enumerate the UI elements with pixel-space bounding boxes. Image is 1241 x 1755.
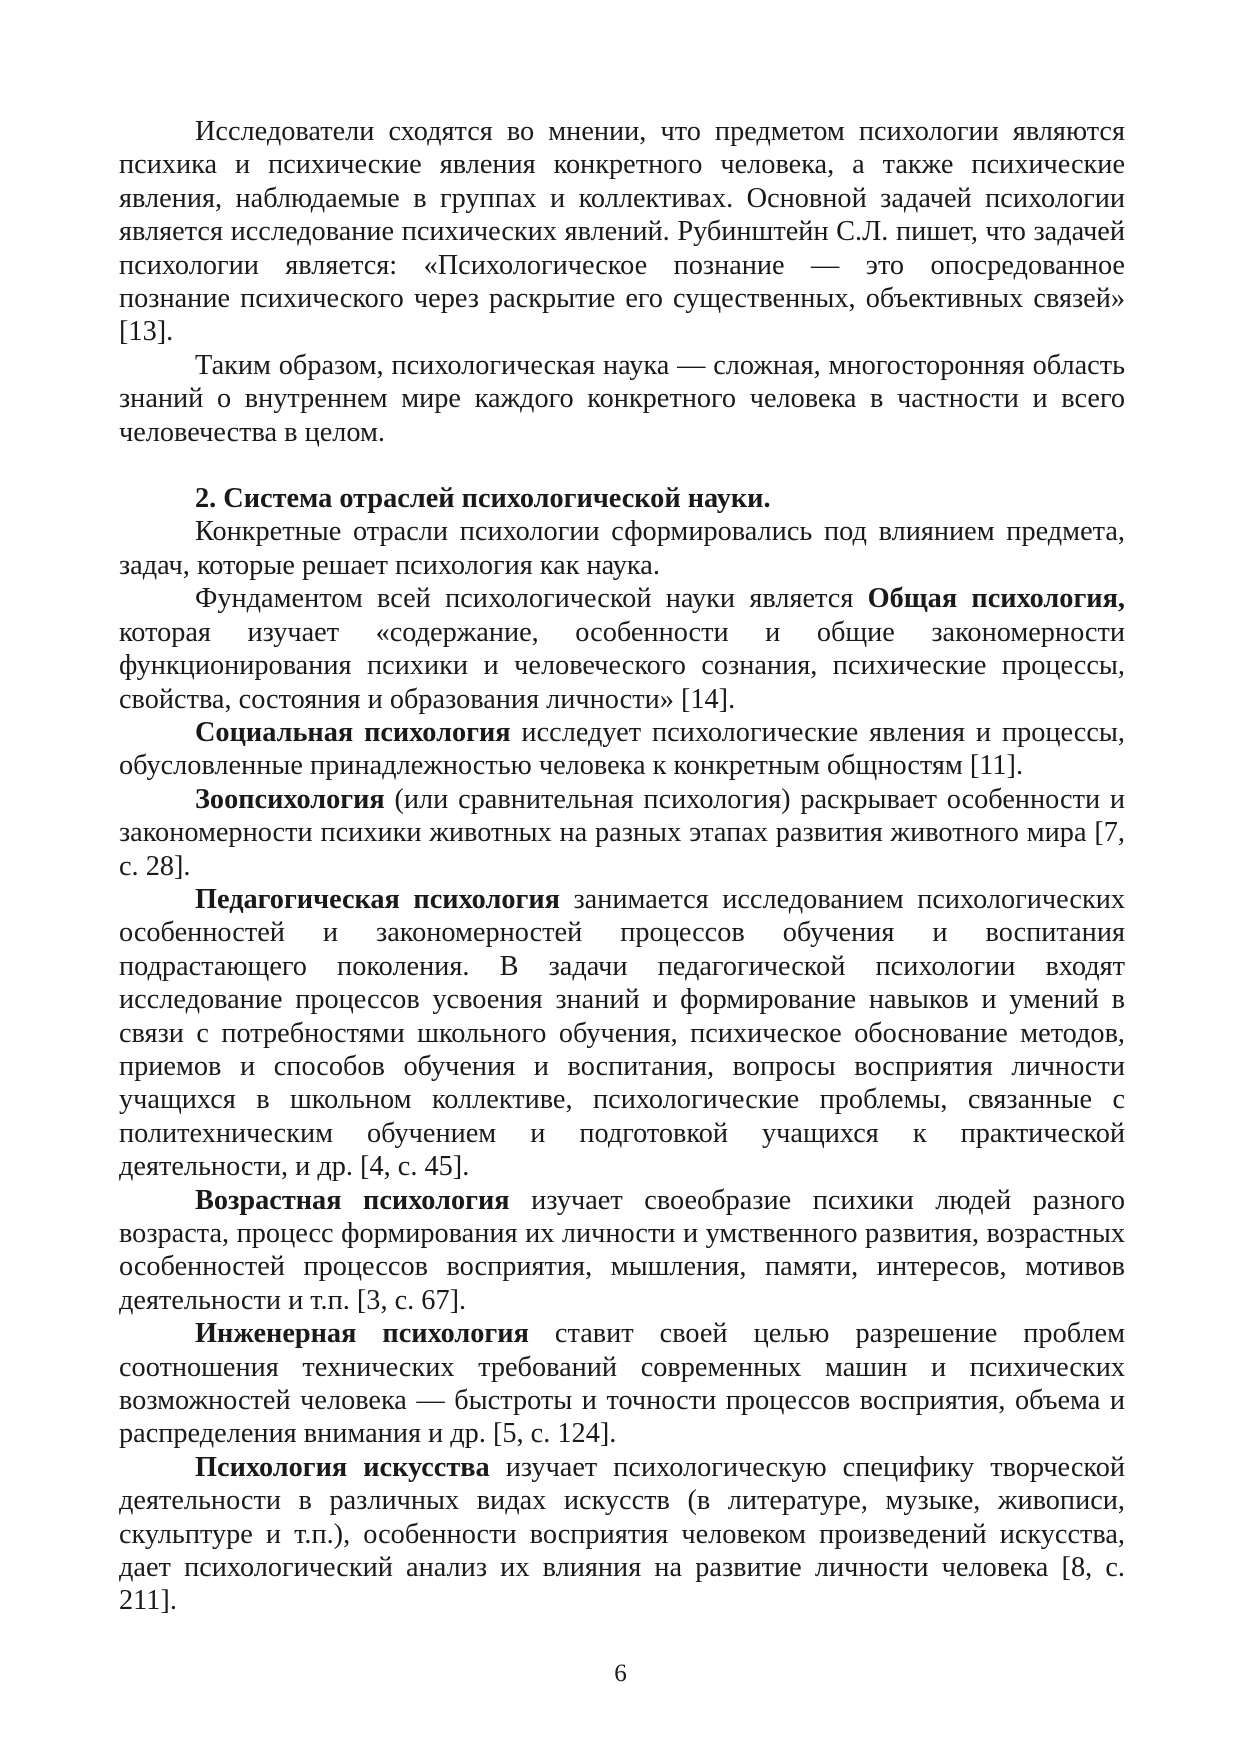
engineering-psychology-term: Инженерная психология (195, 1318, 529, 1350)
age-psychology-text: изучает своеобразие психики людей разного возраста, процесс формирования их личности и умственного развития, возрастных особенностей процессов восприятия, мышления, памяти, интересов, мотивов деятельности и т.п. [3, с. 67]. (119, 1184, 1126, 1316)
zoopsychology-term: Зоопсихология (195, 783, 385, 815)
engineering-psychology-text: ставит своей целью разрешение проблем соотношения технических требований современных машин и психических возможностей человека — быстроты и точности процессов восприятия, объема и распределения внимания и др. [5, с. 124]. (119, 1318, 1125, 1450)
age-psychology-term: Возрастная психология (195, 1184, 510, 1216)
general-psychology-term: Общая психология, (867, 583, 1125, 615)
general-psychology-lead: Фундаментом всей психологической науки является (195, 583, 868, 615)
general-psychology-text: которая изучает «содержание, особенности и общие закономерности функционирования психики и человеческого сознания, психические процессы, свойства, состояния и образования личности» [14]. (119, 616, 1125, 715)
art-psychology-text: изучает психологическую специфику творческой деятельности в различных видах искусств (в литературе, музыке, живописи, скульптуре и т.п.), особенности восприятия человеком произведений искусства, дает психологический анализ их влияния на развитие личности человека [8, с. 211]. (119, 1451, 1125, 1617)
pedagogical-psychology-paragraph (119, 883, 1125, 1184)
social-psychology-text: исследует психологические явления и процессы, обусловленные принадлежностью человека к конкретным общностям [11]. (119, 716, 1125, 782)
intro-paragraph-1: Исследователи сходятся во мнении, что предметом психологии являются психика и психические явления конкретного человека, а также психические явления, наблюдаемые в группах и коллективах. Основной задачей психологии является исследование психических явлений. Рубинштейн С.Л. пишет, что задачей психологии является: «Психологическое познание — это опосредованное познание психического через раскрытие его существенных, объективных связей» [13]. (119, 116, 1125, 348)
engineering-psychology-paragraph (119, 1317, 1125, 1451)
page-number: 6 (614, 1660, 627, 1687)
zoopsychology-text: (или сравнительная психология) раскрывает особенности и закономерности психики животных на разных этапах развития животного мира [7, с. 28]. (119, 783, 1125, 882)
intro-paragraph-2: Таким образом, психологическая наука — сложная, многосторонняя область знаний о внутреннем мире каждого конкретного человека в частности и всего человечества в целом. (119, 349, 1125, 448)
pedagogical-psychology-text: занимается исследованием психологических особенностей и закономерностей процессов обучения и воспитания подрастающего поколения. В задачи педагогической психологии входят исследование процессов усвоения знаний и формирование навыков и умений в связи с потребностями школьного обучения, психическое обоснование методов, приемов и способов обучения и воспитания, вопросы восприятия личности учащихся в школьном коллективе, психологические проблемы, связанные с политехническим обучением и подготовкой учащихся к практической деятельности, и др. [4, с. 45]. (119, 883, 1125, 1183)
age-psychology-paragraph (119, 1184, 1125, 1318)
page-body (119, 115, 1125, 1618)
social-psychology-paragraph (119, 716, 1125, 783)
zoopsychology-paragraph (119, 783, 1125, 883)
general-psychology-paragraph (119, 582, 1125, 716)
art-psychology-term: Психология искусства (195, 1451, 490, 1483)
social-psychology-term: Социальная психология (195, 716, 511, 748)
section-intro-paragraph: Конкретные отрасли психологии сформировались под влиянием предмета, задач, которые решает психология как наука. (119, 516, 1125, 581)
art-psychology-paragraph (119, 1451, 1125, 1618)
pedagogical-psychology-term: Педагогическая психология (195, 883, 560, 915)
section-heading: 2. Система отраслей психологической науки. (195, 483, 771, 515)
